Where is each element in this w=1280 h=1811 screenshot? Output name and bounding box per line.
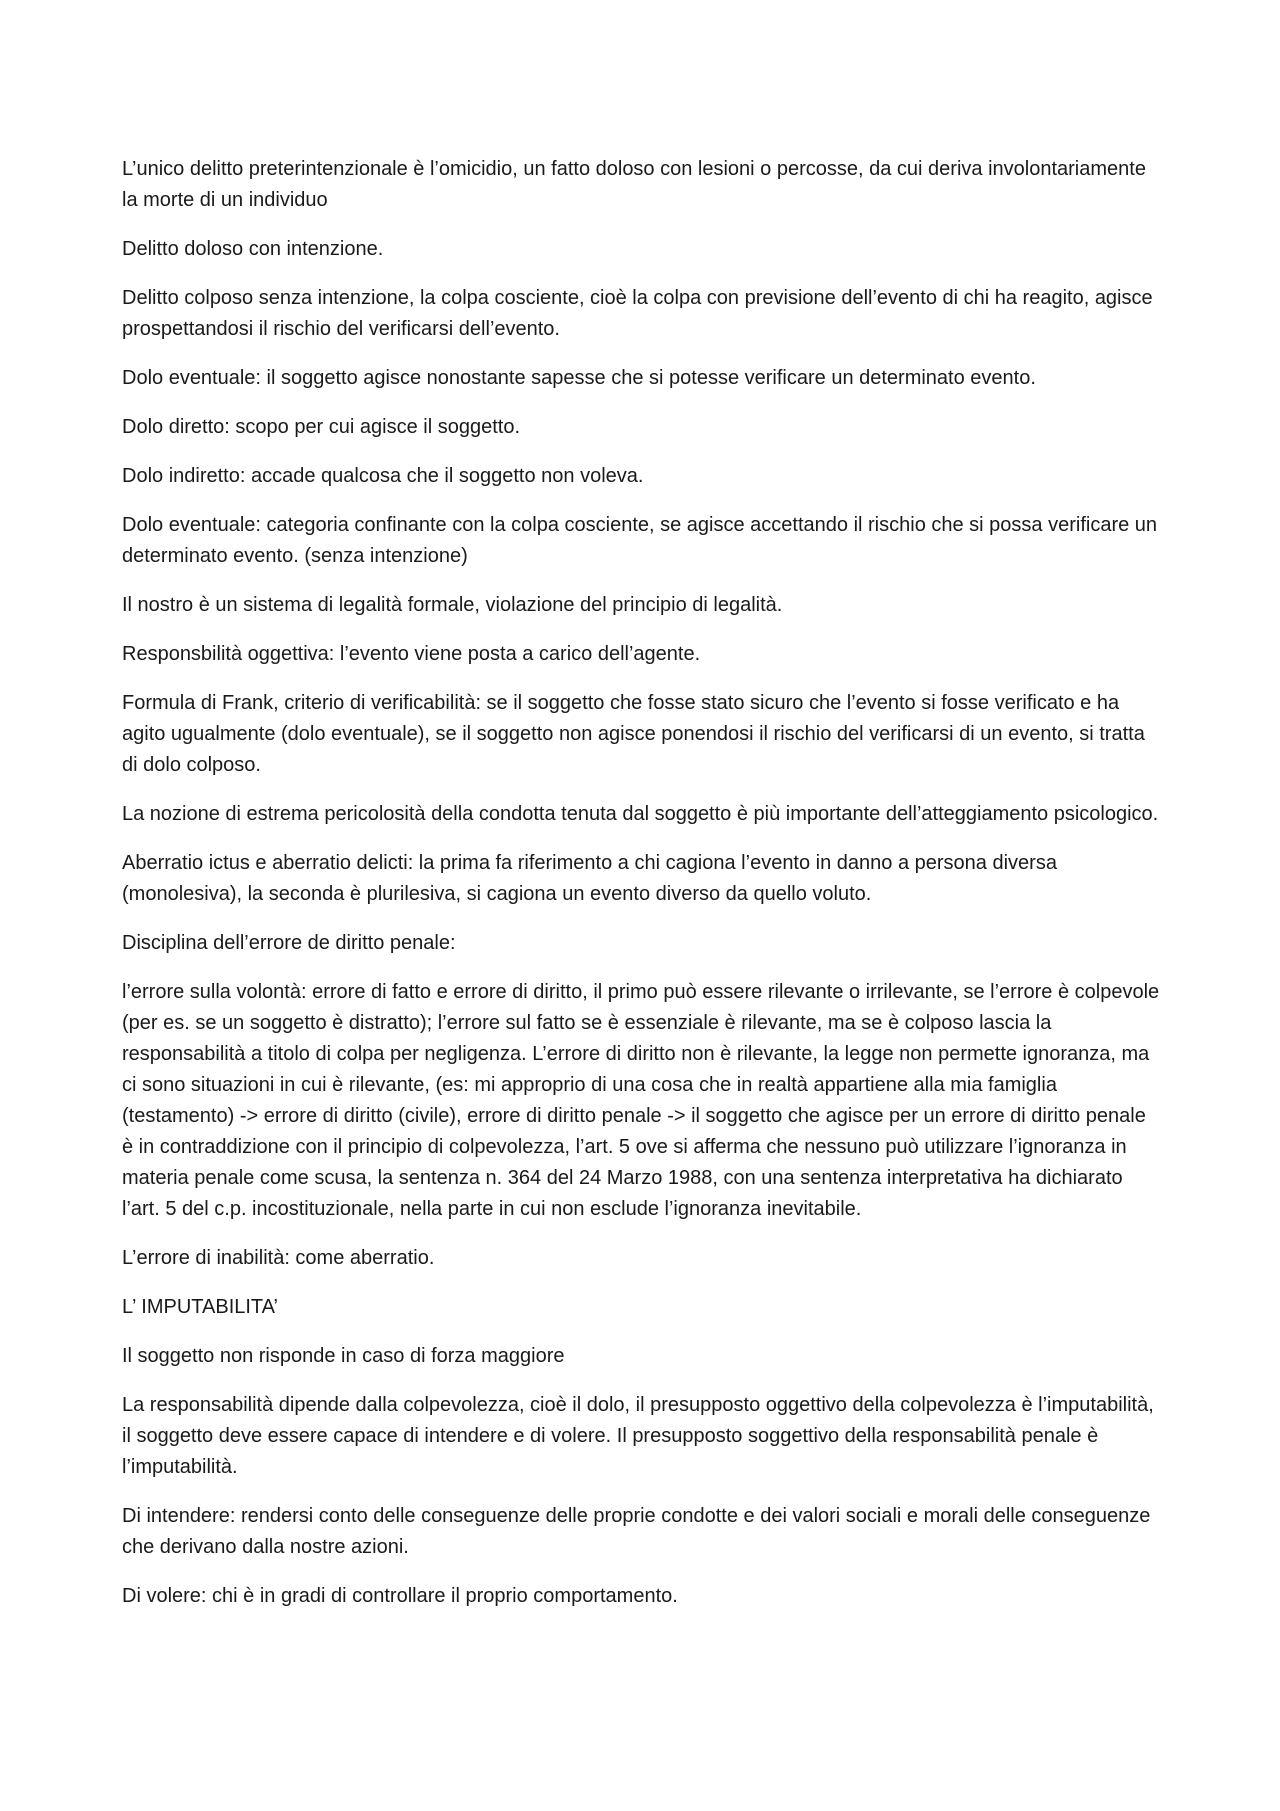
paragraph-1: L’unico delitto preterintenzionale è l’omicidio, un fatto doloso con lesioni o percosse, da cui deriva involontariamente la morte di un individuo [122, 158, 1146, 211]
paragraph-7: Dolo eventuale: categoria confinante con la colpa cosciente, se agisce accettando il rischio che si possa verificare un determinato evento. (senza intenzione) [122, 514, 1158, 567]
paragraph-19: Di intendere: rendersi conto delle conseguenze delle proprie condotte e dei valori sociali e morali delle conseguenze che derivano dalla nostre azioni. [122, 1505, 1151, 1558]
paragraph-20: Di volere: chi è in gradi di controllare il proprio comportamento. [122, 1585, 678, 1607]
paragraph-9: Responsbilità oggettiva: l’evento viene posta a carico dell’agente. [122, 643, 701, 665]
document-body [122, 154, 1162, 1630]
paragraph-13: Disciplina dell’errore de diritto penale: [122, 932, 456, 954]
paragraph-8: Il nostro è un sistema di legalità formale, violazione del principio di legalità. [122, 594, 783, 616]
paragraph-17: Il soggetto non risponde in caso di forza maggiore [122, 1345, 565, 1367]
paragraph-6: Dolo indiretto: accade qualcosa che il soggetto non voleva. [122, 465, 644, 487]
paragraph-11: La nozione di estrema pericolosità della condotta tenuta dal soggetto è più importante dell’atteggiamento psicologico. [122, 803, 1159, 825]
paragraph-18: La responsabilità dipende dalla colpevolezza, cioè il dolo, il presupposto oggettivo della colpevolezza è l’imputabilità, il soggetto deve essere capace di intendere e di volere. Il presupposto soggettivo della responsabilità penale è l’imputabilità. [122, 1394, 1154, 1478]
paragraph-4: Dolo eventuale: il soggetto agisce nonostante sapesse che si potesse verificare un determinato evento. [122, 367, 1036, 389]
paragraph-15: L’errore di inabilità: come aberratio. [122, 1247, 435, 1269]
paragraph-10: Formula di Frank, criterio di verificabilità: se il soggetto che fosse stato sicuro che l’evento si fosse verificato e ha agito ugualmente (dolo eventuale), se il soggetto non agisce ponendosi il rischio del verificarsi di un evento, si tratta di dolo colposo. [122, 692, 1145, 776]
section-heading-imputabilita: L’ IMPUTABILITA’ [122, 1296, 278, 1318]
paragraph-14: l’errore sulla volontà: errore di fatto e errore di diritto, il primo può essere rilevante o irrilevante, se l’errore è colpevole (per es. se un soggetto è distratto); l’errore sul fatto se è essenziale è rilevante, ma se è colposo lascia la responsabilità a titolo di colpa per negligenza. L’errore di diritto non è rilevante, la legge non permette ignoranza, ma ci sono situazioni in cui è rilevante, (es: mi approprio di una cosa che in realtà appartiene alla mia famiglia (testamento) -> errore di diritto (civile), errore di diritto penale -> il soggetto che agisce per un errore di diritto penale è in contraddizione con il principio di colpevolezza, l’art. 5 ove si afferma che nessuno può utilizzare l’ignoranza in materia penale come scusa, la sentenza n. 364 del 24 Marzo 1988, con una sentenza interpretativa ha dichiarato l’art. 5 del c.p. incostituzionale, nella parte in cui non esclude l’ignoranza inevitabile. [122, 981, 1160, 1220]
paragraph-2: Delitto doloso con intenzione. [122, 238, 384, 260]
paragraph-3: Delitto colposo senza intenzione, la colpa cosciente, cioè la colpa con previsione dell’evento di chi ha reagito, agisce prospettandosi il rischio del verificarsi dell’evento. [122, 287, 1153, 340]
paragraph-5: Dolo diretto: scopo per cui agisce il soggetto. [122, 416, 520, 438]
paragraph-12: Aberratio ictus e aberratio delicti: la prima fa riferimento a chi cagiona l’evento in danno a persona diversa (monolesiva), la seconda è plurilesiva, si cagiona un evento diverso da quello voluto. [122, 852, 1057, 905]
